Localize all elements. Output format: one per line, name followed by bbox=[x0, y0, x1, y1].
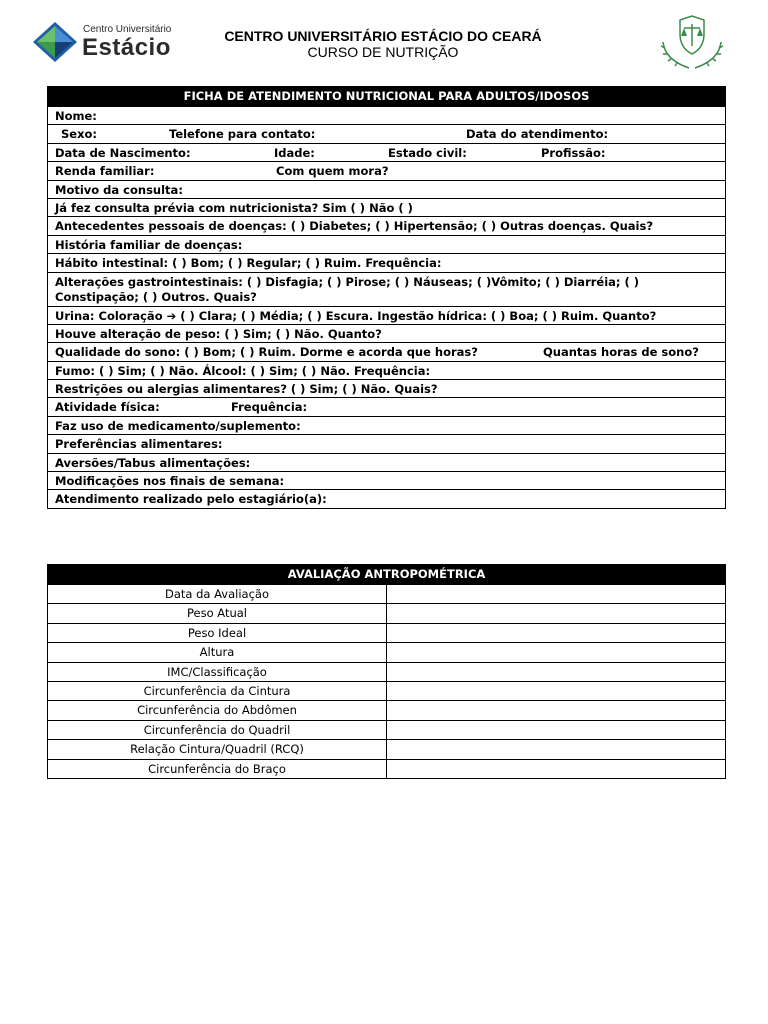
gastro-label: Alterações gastrointestinais: ( ) Disfagia; ( ) Pirose; ( ) Náuseas; ( )Vômito; ( ) Diarréia; ( ) Constipação; ( ) Outros. Quais? bbox=[55, 274, 640, 304]
value-cell[interactable] bbox=[387, 624, 725, 642]
value-cell[interactable] bbox=[387, 721, 725, 739]
row-renda bbox=[48, 161, 725, 179]
modificacoes-label: Modificações nos finais de semana: bbox=[55, 474, 285, 489]
field-urina[interactable] bbox=[48, 306, 725, 324]
row-sono bbox=[48, 342, 725, 360]
medicamento-label: Faz uso de medicamento/suplemento: bbox=[55, 418, 301, 433]
value-cell[interactable] bbox=[387, 663, 725, 681]
field-sexo[interactable]: Sexo: bbox=[61, 127, 97, 142]
field-estagiario[interactable] bbox=[48, 489, 725, 507]
field-frequencia[interactable]: Frequência: bbox=[231, 400, 308, 415]
row-sexo-telefone-data bbox=[48, 124, 725, 142]
row-label: Altura bbox=[48, 643, 387, 661]
estagiario-label: Atendimento realizado pelo estagiário(a): bbox=[55, 492, 327, 507]
field-profissao[interactable]: Profissão: bbox=[541, 145, 606, 160]
field-data-nascimento[interactable]: Data de Nascimento: bbox=[55, 145, 191, 160]
table-row bbox=[48, 603, 725, 622]
table-row bbox=[48, 739, 725, 758]
row-label: Peso Ideal bbox=[48, 624, 387, 642]
field-estado-civil[interactable]: Estado civil: bbox=[388, 145, 467, 160]
fumo-label: Fumo: ( ) Sim; ( ) Não. Álcool: ( ) Sim; ( ) Não. Frequência: bbox=[55, 363, 431, 378]
estacio-logo-icon bbox=[33, 22, 77, 62]
table-row bbox=[48, 720, 725, 739]
field-modificacoes[interactable] bbox=[48, 471, 725, 489]
row-label: Circunferência do Quadril bbox=[48, 721, 387, 739]
value-cell[interactable] bbox=[387, 585, 725, 603]
field-motivo[interactable] bbox=[48, 180, 725, 198]
table-row bbox=[48, 584, 725, 603]
field-horas-sono[interactable]: Quantas horas de sono? bbox=[543, 345, 699, 360]
row-label: Relação Cintura/Quadril (RCQ) bbox=[48, 740, 387, 758]
field-restricoes[interactable] bbox=[48, 379, 725, 397]
estacio-logo bbox=[33, 20, 183, 64]
row-label: IMC/Classificação bbox=[48, 663, 387, 681]
logo-big-text: Estácio bbox=[82, 34, 171, 61]
field-idade[interactable]: Idade: bbox=[274, 145, 315, 160]
nutrition-emblem-icon bbox=[653, 12, 731, 74]
field-renda[interactable]: Renda familiar: bbox=[55, 164, 155, 179]
table-row bbox=[48, 681, 725, 700]
row-label: Circunferência da Cintura bbox=[48, 682, 387, 700]
nome-label: Nome: bbox=[55, 109, 97, 123]
field-medicamento[interactable] bbox=[48, 416, 725, 434]
table-row bbox=[48, 759, 725, 778]
row-atividade bbox=[48, 397, 725, 415]
historia-label: História familiar de doenças: bbox=[55, 237, 243, 252]
preferencias-label: Preferências alimentares: bbox=[55, 437, 223, 452]
urina-label: Urina: Coloração ➔ ( ) Clara; ( ) Média; ( ) Escura. Ingestão hídrica: ( ) Boa; ( ) Ruim. Quanto? bbox=[55, 308, 657, 323]
avaliacao-antropometrica-table bbox=[47, 564, 726, 779]
row-label: Circunferência do Abdômen bbox=[48, 701, 387, 719]
antropometria-title: AVALIAÇÃO ANTROPOMÉTRICA bbox=[48, 565, 725, 584]
field-nome[interactable] bbox=[48, 106, 725, 124]
row-label: Peso Atual bbox=[48, 604, 387, 622]
field-preferencias[interactable] bbox=[48, 434, 725, 452]
field-peso[interactable] bbox=[48, 324, 725, 342]
field-data-atendimento[interactable]: Data do atendimento: bbox=[466, 127, 609, 142]
habito-label: Hábito intestinal: ( ) Bom; ( ) Regular; ( ) Ruim. Frequência: bbox=[55, 256, 442, 271]
row-label: Circunferência do Braço bbox=[48, 760, 387, 778]
value-cell[interactable] bbox=[387, 604, 725, 622]
peso-label: Houve alteração de peso: ( ) Sim; ( ) Não. Quanto? bbox=[55, 326, 382, 341]
row-nascimento bbox=[48, 143, 725, 161]
institution-title: CENTRO UNIVERSITÁRIO ESTÁCIO DO CEARÁ bbox=[224, 28, 542, 44]
restricoes-label: Restrições ou alergias alimentares? ( ) Sim; ( ) Não. Quais? bbox=[55, 382, 438, 397]
consulta-previa-label: Já fez consulta prévia com nutricionista? Sim ( ) Não ( ) bbox=[55, 200, 413, 215]
field-telefone[interactable]: Telefone para contato: bbox=[169, 127, 316, 142]
field-antecedentes[interactable] bbox=[48, 216, 725, 234]
table-row bbox=[48, 623, 725, 642]
field-com-quem-mora[interactable]: Com quem mora? bbox=[276, 164, 389, 179]
field-historia-familiar[interactable] bbox=[48, 235, 725, 253]
row-label: Data da Avaliação bbox=[48, 585, 387, 603]
table-row bbox=[48, 700, 725, 719]
value-cell[interactable] bbox=[387, 682, 725, 700]
field-atividade[interactable]: Atividade física: bbox=[55, 400, 160, 415]
field-gastrointestinais[interactable] bbox=[48, 272, 725, 306]
ficha-atendimento-table bbox=[47, 86, 726, 509]
page-header bbox=[0, 0, 768, 80]
value-cell[interactable] bbox=[387, 701, 725, 719]
aversoes-label: Aversões/Tabus alimentações: bbox=[55, 455, 251, 470]
value-cell[interactable] bbox=[387, 740, 725, 758]
course-subtitle: CURSO DE NUTRIÇÃO bbox=[307, 44, 459, 60]
value-cell[interactable] bbox=[387, 760, 725, 778]
motivo-label: Motivo da consulta: bbox=[55, 182, 183, 197]
field-habito-intestinal[interactable] bbox=[48, 253, 725, 271]
field-consulta-previa[interactable] bbox=[48, 198, 725, 216]
table-row bbox=[48, 642, 725, 661]
ficha-title: FICHA DE ATENDIMENTO NUTRICIONAL PARA ADULTOS/IDOSOS bbox=[48, 87, 725, 106]
table-row bbox=[48, 662, 725, 681]
field-aversoes[interactable] bbox=[48, 453, 725, 471]
field-sono[interactable]: Qualidade do sono: ( ) Bom; ( ) Ruim. Dorme e acorda que horas? bbox=[55, 345, 478, 360]
value-cell[interactable] bbox=[387, 643, 725, 661]
logo-small-text: Centro Universitário bbox=[83, 24, 172, 35]
antecedentes-label: Antecedentes pessoais de doenças: ( ) Diabetes; ( ) Hipertensão; ( ) Outras doenças. Quais? bbox=[55, 219, 653, 234]
field-fumo-alcool[interactable] bbox=[48, 361, 725, 379]
